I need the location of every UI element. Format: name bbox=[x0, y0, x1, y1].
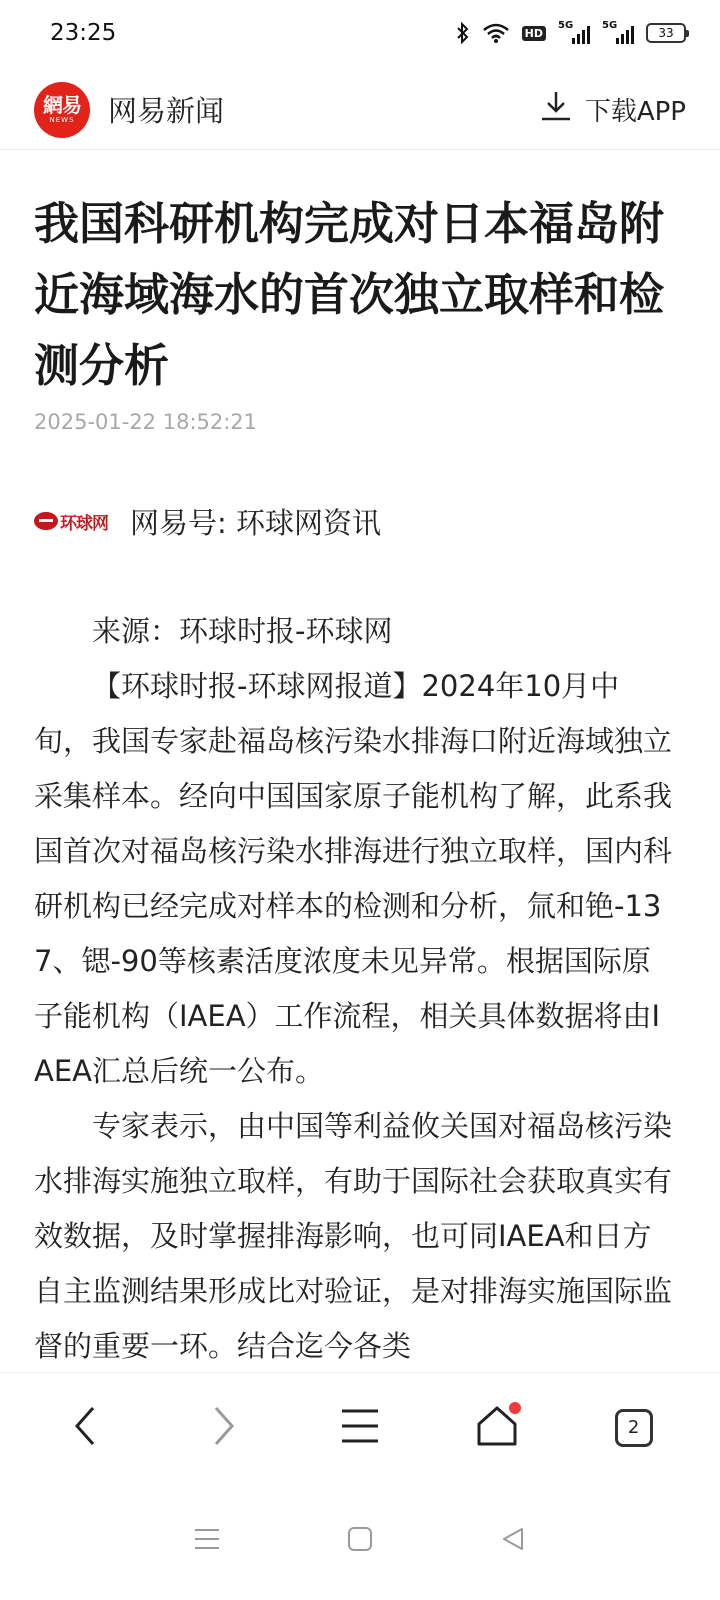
wifi-icon bbox=[482, 22, 510, 44]
paragraph: 【环球时报-环球网报道】2024年10月中旬，我国专家赴福岛核污染水排海口附近海域独立采集样本。经向中国国家原子能机构了解，此系我国首次对福岛核污染水排海进行独立取样，国内科研机构已经完成对样本的检测和分析，氚和铯-137、锶-90等核素活度浓度未见异常。根据国际原子能机构（IAEA）工作流程，相关具体数据将由IAEA汇总后统一公布。 bbox=[34, 669, 673, 1088]
paragraph: 专家表示，由中国等利益攸关国对福岛核污染水排海实施独立取样，有助于国际社会获取真实有效数据，及时掌握排海影响，也可同IAEA和日方自主监测结果形成比对验证，是对排海实施国际监督的重要一环。结合迄今各类 bbox=[34, 1109, 673, 1363]
hd-voice-badge: HD bbox=[522, 26, 546, 41]
signal-sim2-icon bbox=[602, 22, 634, 44]
forward-icon bbox=[208, 1404, 238, 1452]
battery-level: 33 bbox=[658, 26, 674, 40]
notification-dot bbox=[509, 1402, 521, 1414]
logo-subtext: NEWS bbox=[49, 116, 75, 124]
system-nav-bar bbox=[0, 1482, 720, 1600]
home-button[interactable] bbox=[457, 1388, 537, 1468]
source-name[interactable]: 网易号: 环球网资讯 bbox=[130, 505, 381, 540]
tabs-icon bbox=[615, 1409, 653, 1447]
download-label: 下载APP bbox=[584, 97, 686, 127]
status-time: 23:25 bbox=[50, 20, 117, 46]
tabs-button[interactable] bbox=[594, 1388, 674, 1468]
tab-count: 2 bbox=[627, 1417, 640, 1438]
back-triangle-icon[interactable] bbox=[500, 1526, 526, 1556]
publish-time: 2025-01-22 18:52:21 bbox=[34, 410, 258, 434]
huanqiu-logo-text: 环球网 bbox=[60, 513, 108, 534]
download-app-button[interactable] bbox=[539, 89, 686, 130]
app-header bbox=[0, 70, 720, 150]
home-square-icon[interactable] bbox=[347, 1526, 373, 1556]
recent-apps-icon[interactable] bbox=[194, 1527, 220, 1555]
source-row[interactable] bbox=[34, 496, 381, 546]
back-button[interactable] bbox=[46, 1388, 126, 1468]
bluetooth-icon bbox=[456, 22, 470, 44]
download-icon bbox=[539, 89, 573, 130]
battery-icon bbox=[646, 23, 686, 43]
status-icons bbox=[456, 22, 686, 44]
signal-sim1-label: 5G bbox=[558, 20, 574, 31]
article-title: 我国科研机构完成对日本福岛附近海域海水的首次独立取样和检测分析 bbox=[34, 197, 665, 392]
signal-sim2-label: 5G bbox=[602, 20, 618, 31]
netease-news-logo[interactable] bbox=[34, 82, 90, 138]
logo-text: 網易 bbox=[43, 93, 81, 117]
menu-button[interactable] bbox=[320, 1388, 400, 1468]
browser-toolbar bbox=[0, 1372, 720, 1482]
menu-icon bbox=[340, 1406, 380, 1450]
forward-button[interactable] bbox=[183, 1388, 263, 1468]
paragraph-source: 来源：环球时报-环球网 bbox=[92, 614, 393, 648]
app-name[interactable]: 网易新闻 bbox=[108, 94, 225, 128]
huanqiu-logo[interactable] bbox=[34, 509, 116, 534]
back-icon bbox=[71, 1404, 101, 1452]
status-bar bbox=[0, 0, 720, 66]
huanqiu-logo-mark bbox=[34, 512, 58, 530]
signal-sim1-icon bbox=[558, 22, 590, 44]
article-body bbox=[34, 604, 674, 1374]
